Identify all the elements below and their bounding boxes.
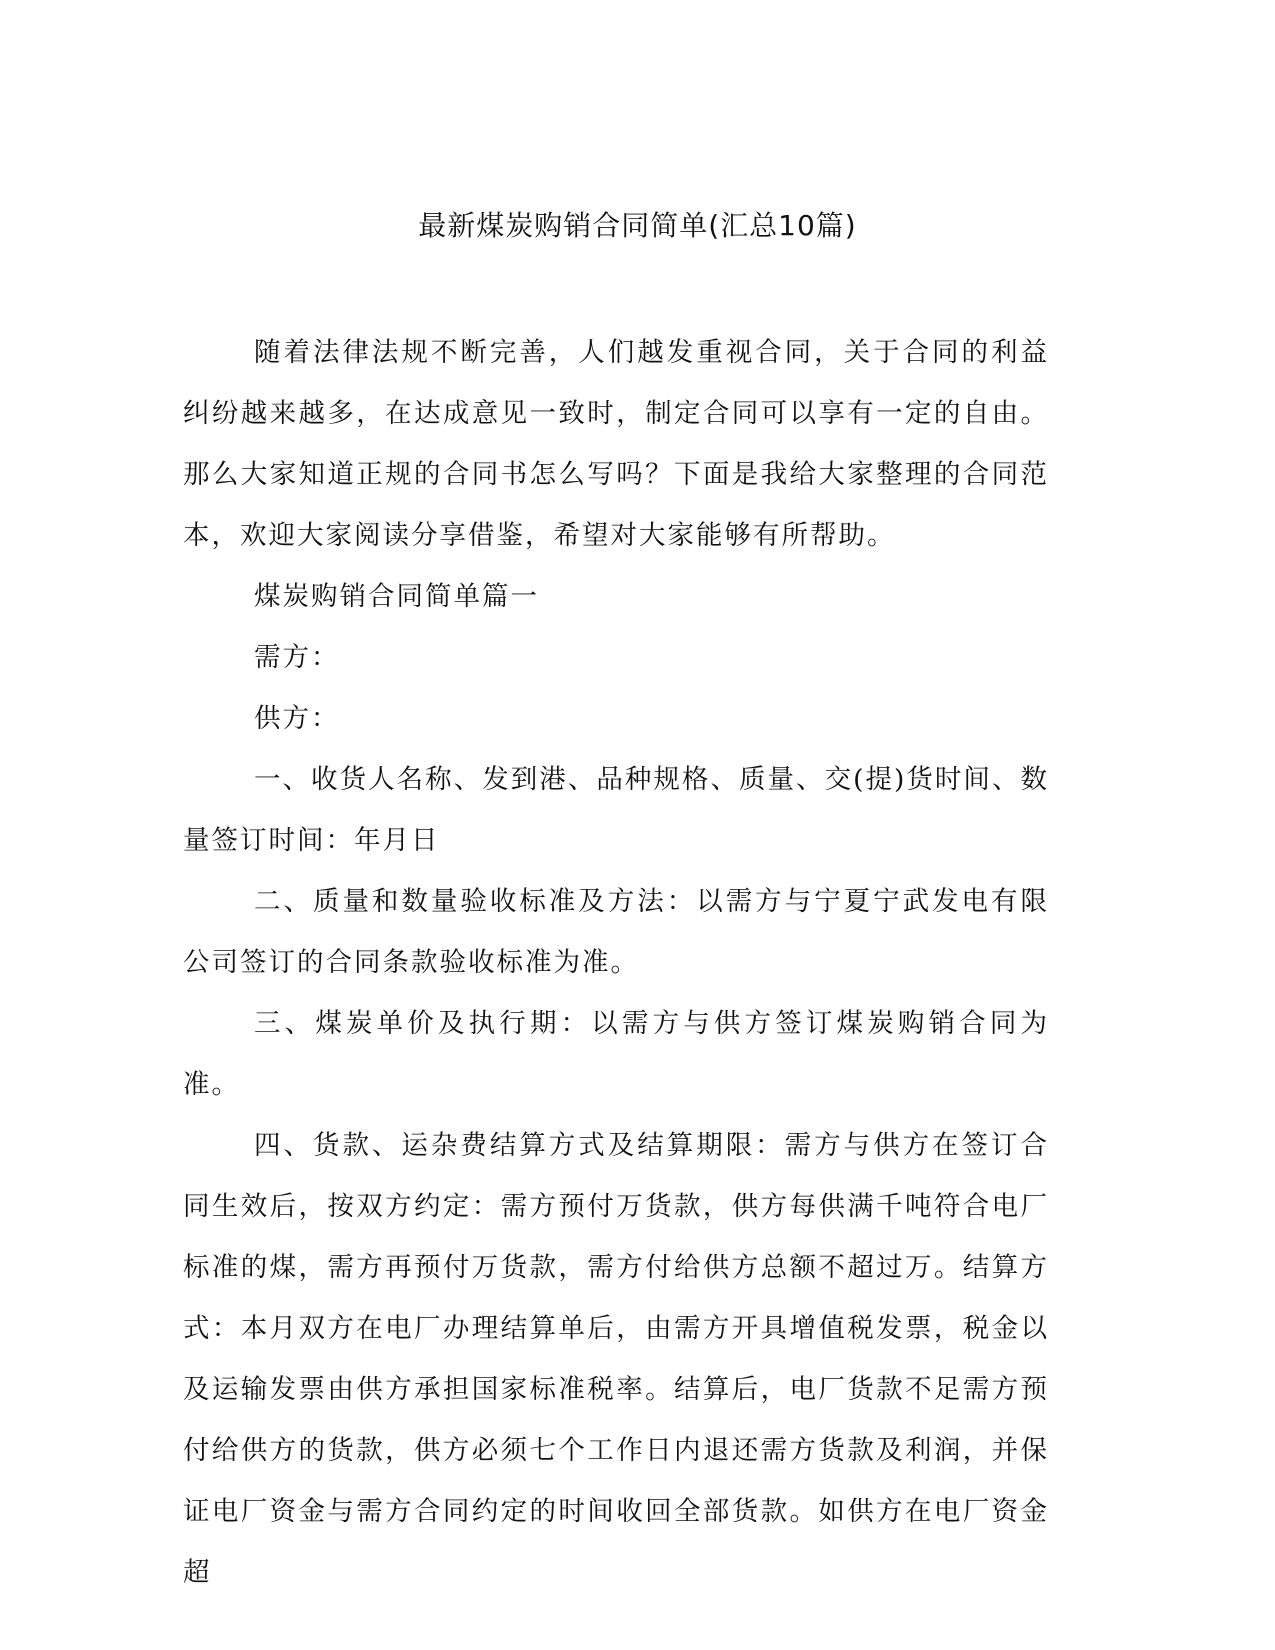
clause-4-paragraph: 四、货款、运杂费结算方式及结算期限：需方与供方在签订合同生效后，按双方约定：需方预付万货款，供方每供满千吨符合电厂标准的煤，需方再预付万货款，需方付给供方总额不超过万。结算方式：本月双方在电厂办理结算单后，由需方开具增值税发票，税金以及运输发票由供方承担国家标准税率。结算后，电厂货款不足需方预付给供方的货款，供方必须七个工作日内退还需方货款及利润，并保证电厂资金与需方合同约定的时间收回全部货款。如供方在电厂资金超: [183, 1130, 1049, 1588]
buyer-label: 需方：: [254, 642, 340, 673]
seller-label: 供方：: [254, 703, 340, 734]
clause-3-paragraph: 三、煤炭单价及执行期：以需方与供方签订煤炭购销合同为准。: [183, 1008, 1049, 1100]
intro-paragraph: 随着法律法规不断完善，人们越发重视合同，关于合同的利益纠纷越来越多，在达成意见一致时，制定合同可以享有一定的自由。那么大家知道正规的合同书怎么写吗？下面是我给大家整理的合同范本，欢迎大家阅读分享借鉴，希望对大家能够有所帮助。: [183, 337, 1049, 551]
document-title: 最新煤炭购销合同简单(汇总10篇): [418, 209, 857, 242]
document-body: [183, 322, 1049, 1603]
section-heading: 煤炭购销合同简单篇一: [254, 581, 539, 612]
clause-2-paragraph: 二、质量和数量验收标准及方法：以需方与宁夏宁武发电有限公司签订的合同条款验收标准为准。: [183, 886, 1049, 978]
clause-1-paragraph: 一、收货人名称、发到港、品种规格、质量、交(提)货时间、数量签订时间：年月日: [183, 764, 1049, 856]
